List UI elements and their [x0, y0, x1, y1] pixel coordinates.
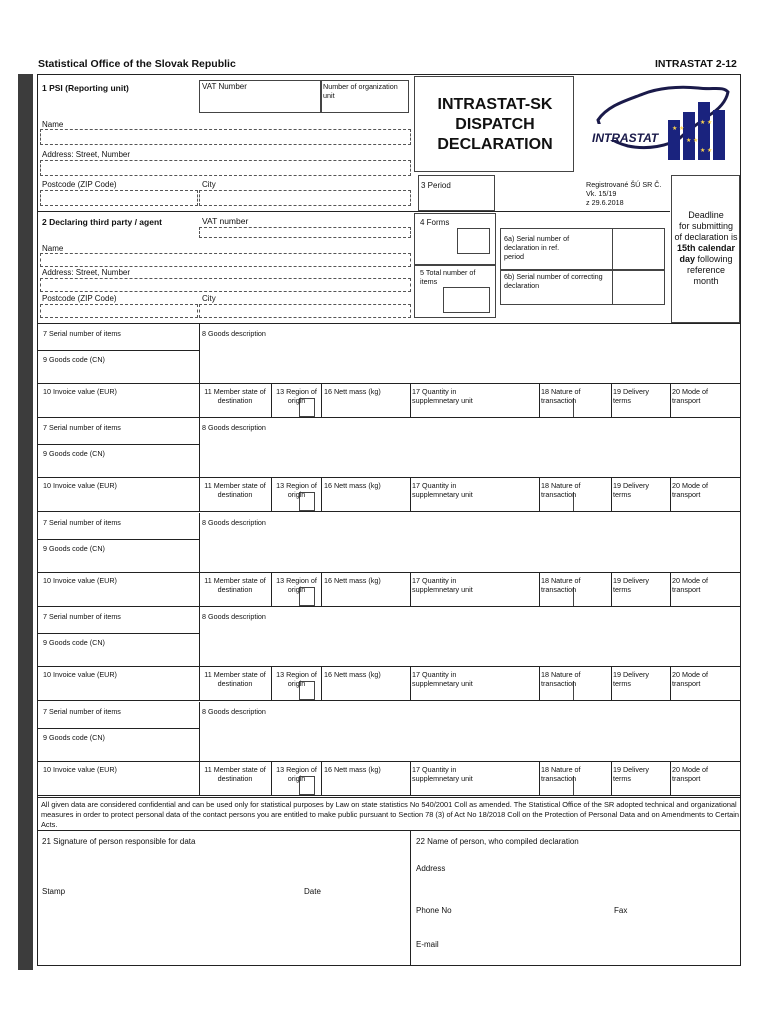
divider [199, 572, 200, 606]
forms-label: 4 Forms [420, 218, 450, 227]
deadline-line-7: month [693, 276, 719, 286]
item-3-region-label: 13 Region of origin [276, 576, 317, 594]
deadline-day: day [679, 254, 695, 264]
divider [410, 761, 411, 795]
item-3-invoice-label: 10 Invoice value (EUR) [43, 576, 117, 585]
item-5-member-state-label: 11 Member state of destination [204, 765, 266, 783]
registration-line-3: z 29.6.2018 [586, 198, 624, 207]
form-code: INTRASTAT 2-12 [655, 58, 737, 70]
divider [37, 211, 670, 212]
deadline-line-3: of declaration is [674, 232, 738, 242]
item-3-delivery-label: 19 Delivery terms [613, 576, 649, 594]
agent-city-label: City [202, 294, 216, 303]
svg-text:★ ★: ★ ★ [700, 148, 713, 154]
item-2-transport-label: 20 Mode of transport [672, 481, 708, 499]
agent-vat-field[interactable] [199, 227, 411, 238]
divider [37, 666, 741, 667]
divider [321, 477, 322, 511]
divider [611, 572, 612, 606]
org-units-label: Number of organization unit [323, 82, 398, 100]
divider [539, 572, 540, 606]
item-1-goods-description-field[interactable] [200, 324, 740, 383]
item-1-mass-label: 16 Nett mass (kg) [324, 387, 381, 396]
item-3-member-state-label: 11 Member state of destination [204, 576, 266, 594]
title-line-1: INTRASTAT-SK [437, 96, 553, 113]
item-1-transport-label: 20 Mode of transport [672, 387, 708, 405]
psi-heading: 1 PSI (Reporting unit) [42, 83, 129, 93]
deadline-line-4: 15th calendar [676, 243, 736, 253]
divider [539, 477, 540, 511]
office-name: Statistical Office of the Slovak Republic [38, 58, 236, 70]
intrastat-logo-icon [588, 80, 734, 168]
item-4-goods-desc-label: 8 Goods description [202, 612, 266, 621]
name-label: Name [42, 120, 64, 129]
svg-text:★ ★: ★ ★ [700, 120, 713, 126]
item-4-goods-description-field[interactable] [200, 607, 740, 666]
deadline-line-1: Deadline [688, 210, 724, 220]
item-5-region-label: 13 Region of origin [276, 765, 317, 783]
title-line-3: DECLARATION [437, 136, 553, 153]
total-items-label: 5 Total number of items [420, 268, 476, 286]
divider [611, 477, 612, 511]
divider [37, 795, 741, 796]
item-1-goods-desc-label: 8 Goods description [202, 329, 266, 338]
divider [539, 761, 540, 795]
divider [37, 572, 741, 573]
svg-text:★ ★: ★ ★ [672, 126, 685, 132]
serial-correct-label: 6b) Serial number of correcting declaration [504, 272, 603, 290]
agent-name-label: Name [42, 244, 64, 253]
stamp-label: Stamp [42, 887, 66, 896]
item-4-nature-label: 18 Nature of transaction [541, 670, 581, 688]
city-field[interactable] [199, 190, 411, 206]
compiler-label: 22 Name of person, who compiled declaration [416, 837, 579, 846]
item-2-mass-label: 16 Nett mass (kg) [324, 481, 381, 490]
divider [37, 511, 741, 512]
divider [410, 477, 411, 511]
item-2-invoice-label: 10 Invoice value (EUR) [43, 481, 117, 490]
item-2-goods-desc-label: 8 Goods description [202, 423, 266, 432]
form-title [420, 95, 570, 155]
item-5-quantity-label: 17 Quantity in supplemnetary unit [412, 765, 473, 783]
divider [37, 383, 741, 384]
forms-field[interactable] [457, 228, 490, 254]
logo-text: INTRASTAT [592, 131, 659, 145]
item-2-serial-label: 7 Serial number of items [43, 423, 121, 432]
item-3-goods-code-label: 9 Goods code (CN) [43, 544, 105, 553]
item-1-region-label: 13 Region of origin [276, 387, 317, 405]
svg-text:★ ★: ★ ★ [686, 138, 699, 144]
item-3-goods-desc-label: 8 Goods description [202, 518, 266, 527]
item-1-member-state-label: 11 Member state of destination [204, 387, 266, 405]
serial-ref-field[interactable] [612, 228, 665, 270]
item-4-invoice-label: 10 Invoice value (EUR) [43, 670, 117, 679]
confidentiality-note: All given data are considered confidential and can be used only for statistical purposes by Law on state statistics No 540/2001 Coll as amended. The Statistical Office of the SR adopted technical and organizational measures in order to protect personal data of the contact persons you are entitled to make public pursuant to Section 78 (3) of Act No 18/2018 Coll on the Protection of Personal Data and on Amendments to Certain Acts. [41, 800, 740, 829]
item-1-goods-code-label: 9 Goods code (CN) [43, 355, 105, 364]
divider [539, 666, 540, 700]
agent-address-label: Address: Street, Number [42, 268, 131, 277]
agent-heading: 2 Declaring third party / agent [42, 217, 162, 227]
item-5-mass-label: 16 Nett mass (kg) [324, 765, 381, 774]
vat-number-label: VAT Number [202, 82, 247, 91]
side-bar [18, 74, 33, 970]
item-2-goods-description-field[interactable] [200, 418, 740, 477]
divider [37, 477, 741, 478]
divider [37, 761, 741, 762]
item-2-nature-label: 18 Nature of transaction [541, 481, 581, 499]
serial-ref-label: 6a) Serial number of declaration in ref. period [504, 234, 570, 261]
divider [37, 830, 741, 831]
item-3-goods-description-field[interactable] [200, 513, 740, 572]
compiler-address-label: Address [416, 864, 446, 873]
registration-line-2: Vk. 15/19 [586, 189, 617, 198]
divider [611, 666, 612, 700]
phone-label: Phone No [416, 906, 452, 915]
deadline-line-5 [671, 254, 741, 265]
agent-vat-label: VAT number [202, 216, 249, 226]
divider [611, 383, 612, 417]
divider [410, 383, 411, 417]
date-label: Date [304, 887, 321, 896]
item-3-serial-label: 7 Serial number of items [43, 518, 121, 527]
divider [539, 383, 540, 417]
deadline-note [671, 210, 741, 287]
period-label: 3 Period [421, 181, 451, 190]
item-5-nature-label: 18 Nature of transaction [541, 765, 581, 783]
email-label: E-mail [416, 940, 439, 949]
deadline-line-2: for submitting [678, 221, 734, 231]
item-2-quantity-label: 17 Quantity in supplemnetary unit [412, 481, 473, 499]
divider [199, 477, 200, 511]
agent-city-field[interactable] [199, 304, 411, 318]
registration-line-1: Registrované ŠÚ SR Č. [586, 180, 662, 189]
item-2-goods-code-label: 9 Goods code (CN) [43, 449, 105, 458]
agent-address-field[interactable] [40, 278, 411, 292]
item-5-transport-label: 20 Mode of transport [672, 765, 708, 783]
item-4-quantity-label: 17 Quantity in supplemnetary unit [412, 670, 473, 688]
agent-name-field[interactable] [40, 253, 411, 267]
item-2-delivery-label: 19 Delivery terms [613, 481, 649, 499]
divider [670, 761, 671, 795]
deadline-line-6: reference [686, 265, 726, 275]
divider [670, 572, 671, 606]
divider [321, 572, 322, 606]
item-4-serial-label: 7 Serial number of items [43, 612, 121, 621]
divider [670, 477, 671, 511]
item-2-member-state-label: 11 Member state of destination [204, 481, 266, 499]
fax-label: Fax [614, 906, 628, 915]
title-line-2: DISPATCH [455, 116, 535, 133]
agent-postcode-label: Postcode (ZIP Code) [42, 294, 117, 303]
item-1-quantity-label: 17 Quantity in supplemnetary unit [412, 387, 473, 405]
item-4-member-state-label: 11 Member state of destination [204, 670, 266, 688]
divider [410, 666, 411, 700]
serial-correct-field[interactable] [612, 270, 665, 305]
address-field[interactable] [40, 160, 411, 176]
item-3-transport-label: 20 Mode of transport [672, 576, 708, 594]
divider [410, 572, 411, 606]
item-1-delivery-label: 19 Delivery terms [613, 387, 649, 405]
item-3-mass-label: 16 Nett mass (kg) [324, 576, 381, 585]
divider [199, 383, 200, 417]
item-1-nature-label: 18 Nature of transaction [541, 387, 581, 405]
item-3-quantity-label: 17 Quantity in supplemnetary unit [412, 576, 473, 594]
item-5-goods-desc-label: 8 Goods description [202, 707, 266, 716]
divider [321, 383, 322, 417]
divider [199, 666, 200, 700]
postcode-label: Postcode (ZIP Code) [42, 180, 117, 189]
address-label: Address: Street, Number [42, 150, 131, 159]
divider [37, 700, 741, 701]
item-1-serial-label: 7 Serial number of items [43, 329, 121, 338]
signature-label: 21 Signature of person responsible for data [42, 837, 196, 846]
item-5-serial-label: 7 Serial number of items [43, 707, 121, 716]
item-4-goods-code-label: 9 Goods code (CN) [43, 638, 105, 647]
item-3-nature-label: 18 Nature of transaction [541, 576, 581, 594]
city-label: City [202, 180, 216, 189]
divider [670, 383, 671, 417]
item-1-invoice-label: 10 Invoice value (EUR) [43, 387, 117, 396]
item-4-mass-label: 16 Nett mass (kg) [324, 670, 381, 679]
item-5-goods-description-field[interactable] [200, 702, 740, 761]
divider [37, 797, 741, 798]
divider [321, 666, 322, 700]
divider [611, 761, 612, 795]
total-items-field[interactable] [443, 287, 490, 313]
item-5-invoice-label: 10 Invoice value (EUR) [43, 765, 117, 774]
name-field[interactable] [40, 129, 411, 145]
divider [199, 761, 200, 795]
divider [321, 761, 322, 795]
item-4-delivery-label: 19 Delivery terms [613, 670, 649, 688]
postcode-field[interactable] [40, 190, 198, 206]
item-5-goods-code-label: 9 Goods code (CN) [43, 733, 105, 742]
deadline-following: following [694, 254, 733, 264]
divider [410, 830, 411, 966]
agent-postcode-field[interactable] [40, 304, 198, 318]
item-2-region-label: 13 Region of origin [276, 481, 317, 499]
item-4-transport-label: 20 Mode of transport [672, 670, 708, 688]
item-4-region-label: 13 Region of origin [276, 670, 317, 688]
divider [670, 666, 671, 700]
item-5-delivery-label: 19 Delivery terms [613, 765, 649, 783]
